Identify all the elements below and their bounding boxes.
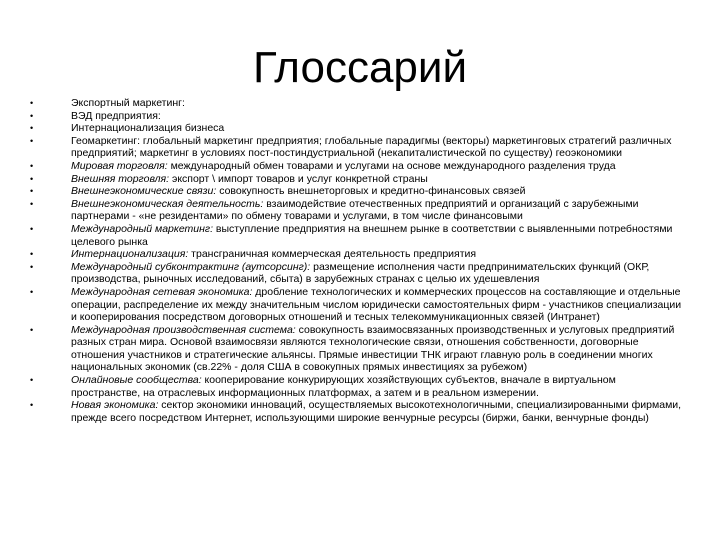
glossary-term: Внешняя торговля:	[71, 172, 170, 185]
glossary-item	[28, 374, 683, 399]
glossary-definition: сектор экономики инноваций, осуществляемых высокотехнологичными, специализированными фирмами, прежде всего посредством Интернет, использующими широкие венчурные ресурсы (биржи, банки, венчурные фонды)	[71, 399, 682, 424]
bullet-icon: •	[30, 186, 34, 197]
glossary-term: Внешнеэкономические связи:	[71, 185, 217, 198]
glossary-item	[28, 110, 683, 123]
glossary-definition: трансграничная коммерческая деятельность предприятия	[188, 248, 477, 261]
bullet-icon: •	[30, 198, 34, 209]
glossary-item	[28, 248, 683, 261]
glossary-term: Международный субконтрактинг (аутсорсинг):	[71, 260, 311, 273]
bullet-icon: •	[30, 375, 34, 386]
glossary-term: Интернационализация:	[71, 248, 189, 261]
glossary-definition: взаимодействие отечественных предприятий и организаций с зарубежными партнерами - «не резидентами» по обмену товарами и услугами, в том числе финансовыми	[71, 197, 639, 223]
glossary-definition: совокупность взаимосвязанных производственных и услуговых предприятий разных стран мира. Основой взаимосвязи являются технологические связи, отношения собственности, договорные отношения участников и стратегические альянсы. Прямые инвестиции ТНК играют главную роль в соединении многих национальных экономик (св.22% - доля США в совокупных прямых инвестициях за рубежом)	[71, 323, 675, 374]
glossary-list	[28, 97, 683, 424]
glossary-item	[28, 185, 683, 198]
glossary-definition: ВЭД предприятия:	[71, 109, 161, 122]
glossary-term: Международная производственная система:	[71, 323, 296, 336]
bullet-icon: •	[30, 110, 34, 121]
glossary-item	[28, 173, 683, 186]
glossary-item	[28, 324, 683, 374]
glossary-definition: выступление предприятия на внешнем рынке в соответствии с выявленными потребностями целевого рынка	[71, 222, 673, 248]
glossary-term: Мировая торговля:	[71, 159, 168, 172]
glossary-term: Международная сетевая экономика:	[71, 285, 253, 298]
glossary-definition: Интернационализация бизнеса	[71, 122, 225, 135]
glossary-item	[28, 399, 683, 424]
glossary-definition: Геомаркетинг: глобальный маркетинг предприятия; глобальные парадигмы (векторы) маркетинговых стратегий различных предприятий; маркетинг в условиях пост-постиндустриальной (некапиталистической по существу) геоэкономики	[71, 134, 672, 160]
glossary-item	[28, 286, 683, 324]
bullet-icon: •	[30, 249, 34, 260]
bullet-icon: •	[30, 98, 34, 108]
glossary-definition: дробление технологических и коммерческих процессов на составляющие и отдельные операции, распределение их между значительным числом юридически самостоятельных фирм - участников специализации и кооперирования посредством договорных отношений и тесных телекоммуникационных связей (Интранет)	[71, 285, 682, 324]
bullet-icon: •	[30, 400, 34, 411]
bullet-icon: •	[30, 324, 34, 335]
page-title-text: Глоссарий	[252, 43, 468, 92]
bullet-icon: •	[30, 135, 34, 146]
glossary-item	[28, 160, 683, 173]
glossary-item	[28, 135, 683, 160]
glossary-term: Международный маркетинг:	[71, 222, 214, 235]
glossary-definition: кооперирование конкурирующих хозяйствующих субъектов, вначале в виртуальном пространстве, на отраслевых информационных платформах, а затем и в реальном измерении.	[71, 374, 616, 399]
glossary-item	[28, 97, 683, 110]
bullet-icon: •	[30, 223, 34, 234]
glossary-term: Новая экономика:	[71, 399, 159, 412]
bullet-icon: •	[30, 261, 34, 272]
glossary-term: Онлайновые сообщества:	[71, 374, 202, 387]
bullet-icon: •	[30, 286, 34, 297]
glossary-definition: совокупность внешнеторговых и кредитно-финансовых связей	[216, 185, 526, 198]
glossary-definition: размещение исполнения части предпринимательских функций (ОКР, производства, рыночных исследований, сбыта) в зарубежных странах с целью их удешевления	[71, 260, 650, 286]
glossary-item	[28, 122, 683, 135]
glossary-item	[28, 261, 683, 286]
bullet-icon: •	[30, 173, 34, 184]
glossary-definition: Экспортный маркетинг:	[71, 97, 185, 109]
bullet-icon: •	[30, 123, 34, 134]
glossary-item	[28, 198, 683, 223]
glossary-definition: международный обмен товарами и услугами на основе международного разделения труда	[167, 159, 616, 172]
glossary-item	[28, 223, 683, 248]
glossary-definition: экспорт \ импорт товаров и услуг конкретной страны	[169, 172, 428, 185]
glossary-term: Внешнеэкономическая деятельность:	[71, 197, 264, 210]
page-title	[0, 42, 720, 94]
bullet-icon: •	[30, 160, 34, 171]
